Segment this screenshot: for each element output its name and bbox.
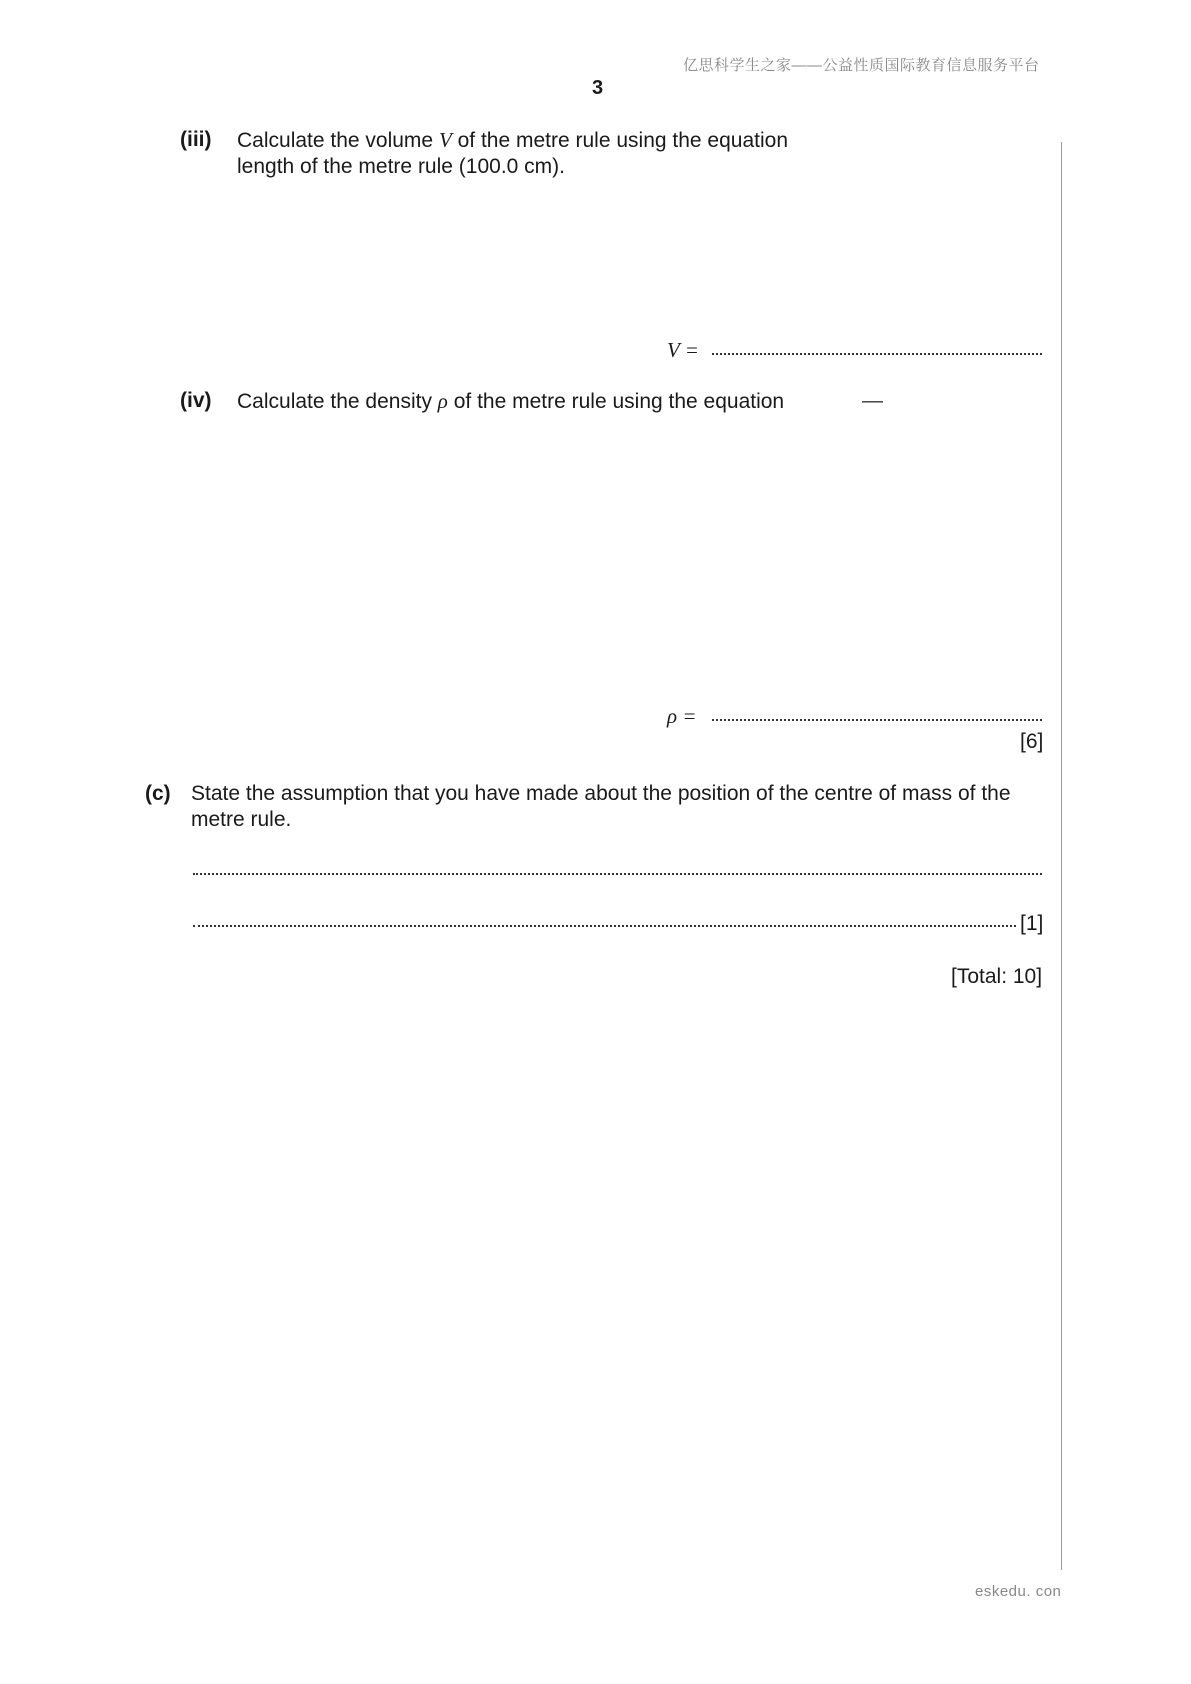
answer-line-c-1[interactable] (193, 872, 1042, 875)
equation-dash: — (862, 389, 883, 412)
answer-line-V[interactable] (712, 352, 1042, 355)
question-iv-label: (iv) (180, 389, 212, 412)
question-iii-text-line2: length of the metre rule (100.0 cm). (237, 155, 565, 178)
question-iii-text-line1: Calculate the volume V of the metre rule using the equation (237, 128, 789, 152)
question-iv-text-line1: Calculate the density ρ of the metre rule using the equation (237, 389, 785, 413)
answer-label-V: V = (667, 338, 699, 362)
question-iii-label: (iii) (180, 128, 212, 151)
question-c-label: (c) (145, 782, 171, 805)
marks-1: [1] (1020, 912, 1044, 935)
question-iv-answer-row (667, 704, 697, 729)
header-watermark: 亿思科学生之家——公益性质国际教育信息服务平台 (683, 57, 1040, 74)
total-marks: [Total: 10] (951, 965, 1043, 988)
answer-label-rho: ρ = (667, 704, 697, 728)
question-iii-answer-row (667, 338, 699, 363)
footer-watermark: eskedu. con (975, 1583, 1062, 1600)
page-number: 3 (592, 77, 604, 99)
answer-line-rho[interactable] (712, 718, 1042, 721)
answer-line-c-2[interactable] (193, 924, 1016, 927)
margin-line (1061, 142, 1062, 1570)
question-c-text-line2: metre rule. (191, 808, 292, 831)
question-c-text-line1: State the assumption that you have made about the position of the centre of mass of the (191, 782, 1011, 805)
variable-V: V (438, 128, 452, 152)
marks-6: [6] (1020, 730, 1044, 753)
variable-rho: ρ (437, 389, 448, 413)
